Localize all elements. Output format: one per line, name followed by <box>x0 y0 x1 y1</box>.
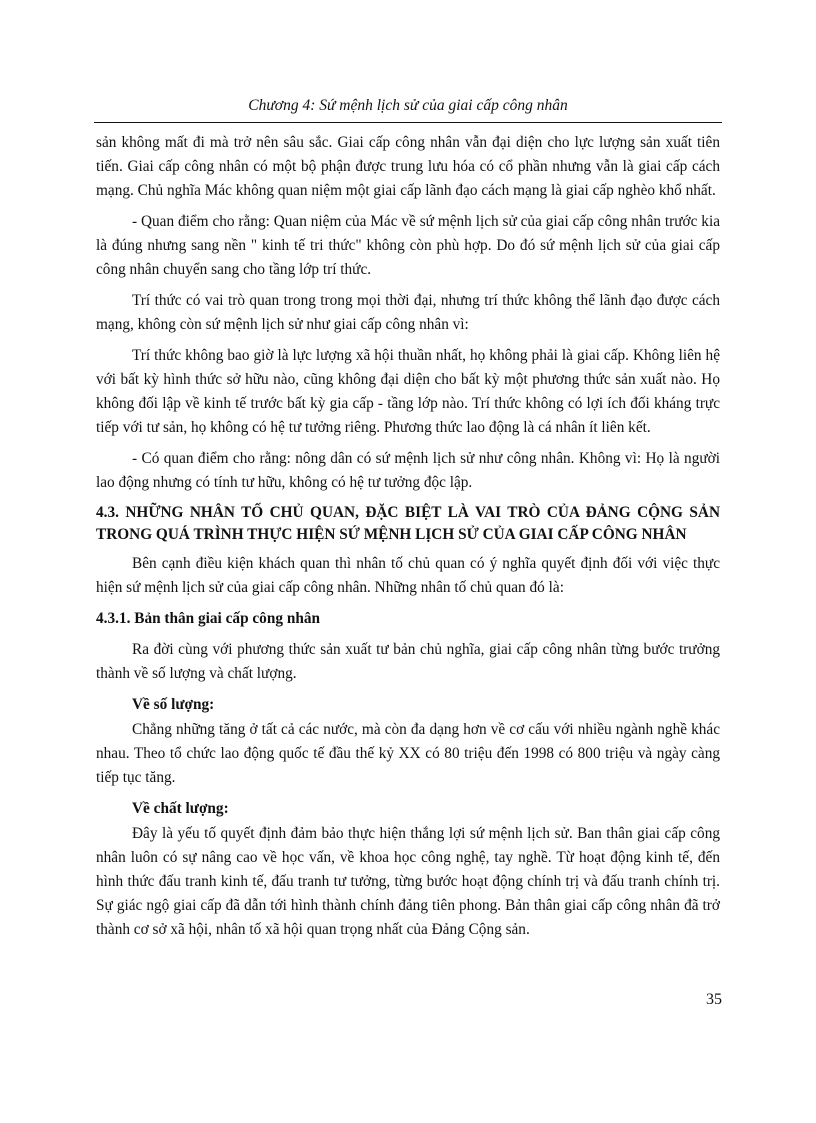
paragraph: - Quan điểm cho rằng: Quan niệm của Mác về sứ mệnh lịch sử của giai cấp công nhân trước kia là đúng nhưng sang nền " kinh tế tri thức" không còn phù hợp. Do đó sứ mệnh lịch sử của giai cấp công nhân chuyển sang cho tầng lớp trí thức. <box>96 213 720 278</box>
paragraph: Đây là yếu tố quyết định đảm bảo thực hiện thắng lợi sứ mệnh lịch sử. Ban thân giai cấp công nhân luôn có sự nâng cao về học vấn, về khoa học công nghệ, tay nghề. Từ hoạt động kinh tế, đến hình thức đấu tranh kinh tế, đấu tranh tư tưởng, từng bước hoạt động chính trị và đấu tranh chính trị. Sự giác ngộ giai cấp đã dẫn tới hình thành chính đảng tiên phong. Bản thân giai cấp công nhân đã trở thành cơ sở xã hội, nhân tố xã hội quan trọng nhất của Đảng Cộng sản. <box>96 825 720 938</box>
header-rule <box>94 122 722 123</box>
paragraph: Bên cạnh điều kiện khách quan thì nhân tố chủ quan có ý nghĩa quyết định đối với việc thực hiện sứ mệnh lịch sử của giai cấp công nhân. Những nhân tố chủ quan đó là: <box>96 555 720 596</box>
paragraph: sản không mất đi mà trở nên sâu sắc. Giai cấp công nhân vẫn đại diện cho lực lượng sản xuất tiên tiến. Giai cấp công nhân có một bộ phận được trung lưu hóa có cổ phần nhưng vẫn là giai cấp cách mạng. Chủ nghĩa Mác không quan niệm một giai cấp lãnh đạo cách mạng là giai cấp nghèo khổ nhất. <box>96 134 720 199</box>
body-text <box>96 131 720 949</box>
subheading-quality: Về chất lượng: <box>132 800 229 817</box>
paragraph: Chẳng những tăng ở tất cả các nước, mà còn đa dạng hơn về cơ cấu với nhiều ngành nghề khác nhau. Theo tổ chức lao động quốc tế đầu thế kỷ XX có 80 triệu đến 1998 có 800 triệu và ngày càng tiếp tục tăng. <box>96 721 720 786</box>
section-heading: 4.3. NHỮNG NHÂN TỐ CHỦ QUAN, ĐẶC BIỆT LÀ VAI TRÒ CỦA ĐẢNG CỘNG SẢN TRONG QUÁ TRÌNH THỰC HIỆN SỨ MỆNH LỊCH SỬ CỦA GIAI CẤP CÔNG NHÂN <box>96 504 720 543</box>
page-number: 35 <box>706 991 722 1008</box>
paragraph: Trí thức không bao giờ là lực lượng xã hội thuần nhất, họ không phải là giai cấp. Không liên hệ với bất kỳ hình thức sở hữu nào, cũng không đại diện cho bất kỳ một phương thức sản xuất nào. Họ không đối lập về kinh tế trước bất kỳ gia cấp - tầng lớp nào. Trí thức không có lợi ích đối kháng trực tiếp với tư sản, họ không có hệ tư tưởng riêng. Phương thức lao động là cá nhân ít liên kết. <box>96 347 720 436</box>
paragraph: Trí thức có vai trò quan trong trong mọi thời đại, nhưng trí thức không thể lãnh đạo được cách mạng, không còn sứ mệnh lịch sử như giai cấp công nhân vì: <box>96 292 720 333</box>
paragraph: Ra đời cùng với phương thức sản xuất tư bản chủ nghĩa, giai cấp công nhân từng bước trưởng thành về số lượng và chất lượng. <box>96 641 720 682</box>
subheading-quantity: Về số lượng: <box>132 696 215 713</box>
paragraph: - Có quan điểm cho rằng: nông dân có sứ mệnh lịch sử như công nhân. Không vì: Họ là người lao động nhưng có tính tư hữu, không có hệ tư tưởng độc lập. <box>96 450 720 491</box>
running-header: Chương 4: Sứ mệnh lịch sử của giai cấp công nhân <box>248 97 568 114</box>
subsection-heading: 4.3.1. Bản thân giai cấp công nhân <box>96 610 320 627</box>
